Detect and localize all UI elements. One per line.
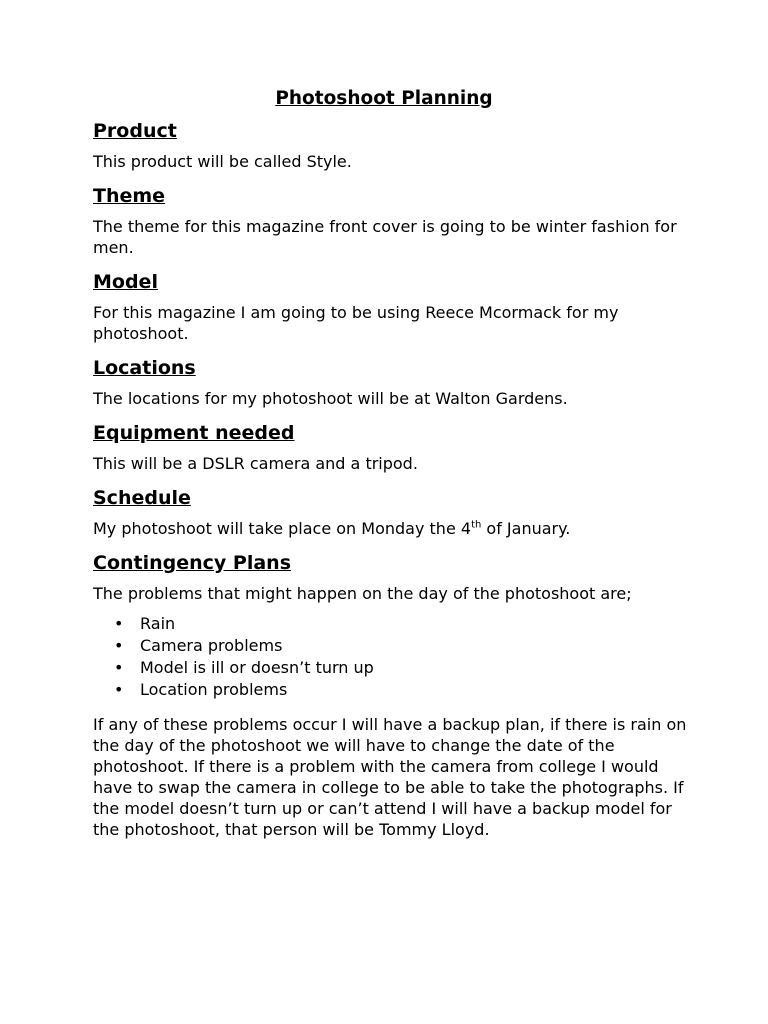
heading-theme: Theme [93,185,166,207]
list-item [93,657,693,679]
list-item [93,679,693,701]
heading-equipment: Equipment needed [93,422,295,444]
text-model: For this magazine I am going to be using Reece Mcormack for my photoshoot. [93,303,619,343]
schedule-superscript: th [471,519,482,531]
bullet-icon: • [114,658,124,677]
text-locations: The locations for my photoshoot will be at Walton Gardens. [93,389,568,408]
text-schedule [93,518,693,539]
bullet-icon: • [114,614,124,633]
list-item [93,613,693,635]
heading-schedule: Schedule [93,487,191,509]
list-item [93,635,693,657]
list-item-text: Model is ill or doesn’t turn up [140,658,374,677]
text-backup-plan: If any of these problems occur I will have a backup plan, if there is rain on the day of the photoshoot we will have to change the date of the photoshoot. If there is a problem with the camera from college I would have to swap the camera in college to be able to take the photographs. If the model doesn’t turn up or can’t attend I will have a backup model for the photoshoot, that person will be Tommy Lloyd. [93,715,687,839]
heading-locations: Locations [93,357,196,379]
schedule-text-before: My photoshoot will take place on Monday the 4 [93,519,472,538]
heading-product: Product [93,120,177,142]
bullet-icon: • [114,636,124,655]
heading-contingency: Contingency Plans [93,552,292,574]
problems-list [93,613,693,701]
text-equipment: This will be a DSLR camera and a tripod. [93,454,418,473]
list-item-text: Location problems [140,680,288,699]
bullet-icon: • [114,680,124,699]
document-title: Photoshoot Planning [275,88,493,109]
document-page [93,86,693,851]
text-contingency-intro: The problems that might happen on the day of the photoshoot are; [93,584,632,603]
text-product: This product will be called Style. [93,152,352,171]
heading-model: Model [93,271,158,293]
text-theme: The theme for this magazine front cover is going to be winter fashion for men. [93,217,677,257]
list-item-text: Camera problems [140,636,283,655]
schedule-text-after: of January. [481,519,571,538]
list-item-text: Rain [140,614,176,633]
